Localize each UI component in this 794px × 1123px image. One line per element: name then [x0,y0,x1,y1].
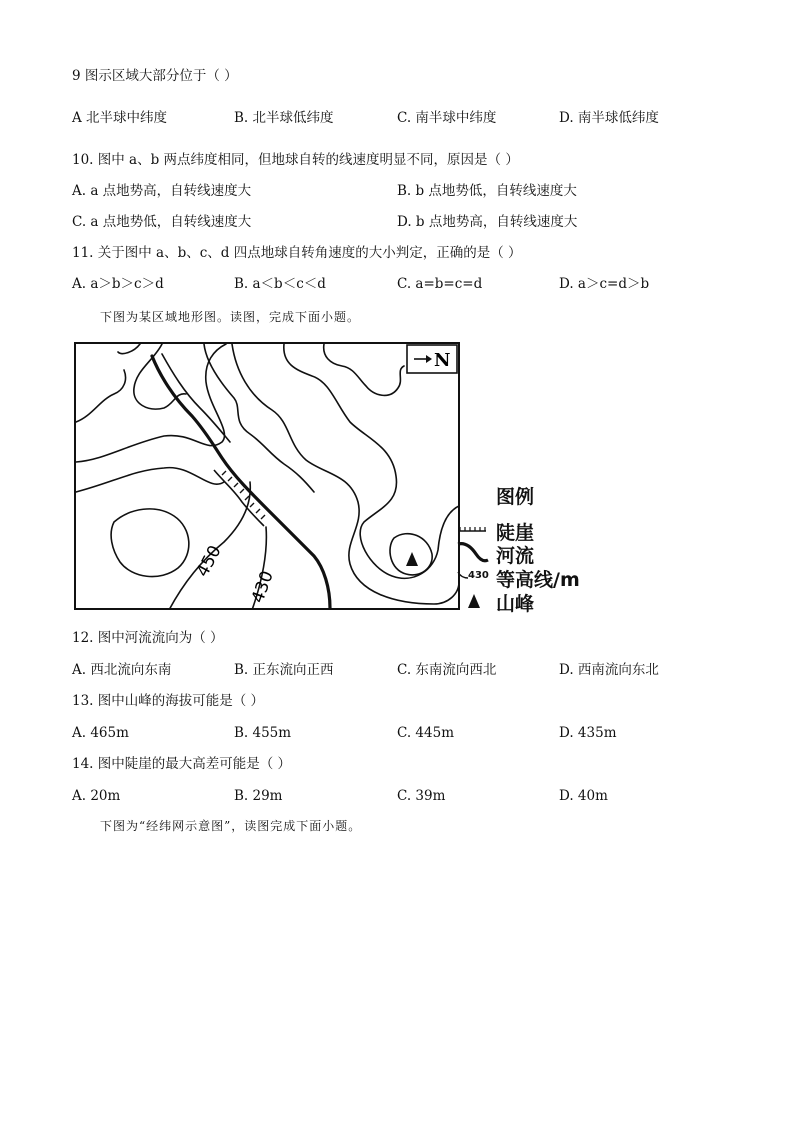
question-11-stem: 11. 关于图中 a、b、c、d 四点地球自转角速度的大小判定，正确的是（ ） [72,245,522,261]
option-c[interactable]: C. a 点地势低，自转线速度大 [72,214,252,230]
option-c[interactable]: C. 39m [397,788,446,804]
question-9-options [72,109,732,127]
option-c[interactable]: C. 南半球中纬度 [397,110,497,126]
option-b[interactable]: B. 北半球低纬度 [234,110,334,126]
option-d[interactable]: D. 南半球低纬度 [559,110,659,126]
legend-river: 河流 [496,545,535,567]
question-14-options [72,787,732,805]
option-a[interactable]: A 北半球中纬度 [72,110,168,126]
map-frame [75,343,459,609]
option-b[interactable]: B. 正东流向正西 [234,662,334,678]
option-a[interactable]: A. 20m [72,788,121,804]
option-b[interactable]: B. 29m [234,788,283,804]
question-13-stem: 13. 图中山峰的海拔可能是（ ） [72,693,265,709]
topographic-map [74,342,460,610]
option-a[interactable]: A. a 点地势高，自转线速度大 [72,183,252,199]
question-10-stem: 10. 图中 a、b 两点纬度相同，但地球自转的线速度明显不同，原因是（ ） [72,152,519,168]
question-12-stem: 12. 图中河流流向为（ ） [72,630,224,646]
question-10-options-row1 [72,182,732,200]
legend-cliff: 陡崖 [496,522,535,544]
legend-title: 图例 [496,486,535,508]
question-12-options [72,661,732,679]
section-intro-topographic: 下图为某区域地形图。读图，完成下面小题。 [100,310,361,324]
question-13-options [72,724,732,742]
option-a[interactable]: A. 西北流向东南 [72,662,172,678]
option-c[interactable]: C. a=b=c=d [397,276,483,292]
legend-peak: 山峰 [496,593,535,615]
option-c[interactable]: C. 445m [397,725,454,741]
option-d[interactable]: D. 435m [559,725,617,741]
option-d[interactable]: D. a＞c=d＞b [559,276,650,292]
option-a[interactable]: A. a＞b＞c＞d [72,276,164,292]
option-d[interactable]: D. 40m [559,788,608,804]
question-9-stem: 9 图示区域大部分位于（ ） [72,68,238,84]
legend-contour-sample: 430 [468,570,489,581]
option-b[interactable]: B. a＜b＜c＜d [234,276,326,292]
option-d[interactable]: D. 西南流向东北 [559,662,659,678]
legend-contour: 等高线/m [496,569,580,591]
river-symbol-icon [458,544,488,561]
question-14-stem: 14. 图中陡崖的最大高差可能是（ ） [72,756,292,772]
contour-label-430: 430 [247,568,278,606]
contour-symbol-icon [458,572,468,578]
contour-label-450: 450 [192,542,226,581]
section-intro-graticule: 下图为“经纬网示意图”，读图完成下面小题。 [100,819,362,833]
option-b[interactable]: B. 455m [234,725,292,741]
north-label: N [434,350,451,371]
option-a[interactable]: A. 465m [72,725,129,741]
peak-symbol-icon [468,594,480,608]
question-10-options-row2 [72,213,732,231]
option-d[interactable]: D. b 点地势高，自转线速度大 [397,214,578,230]
legend-symbols [456,520,492,610]
question-11-options [72,275,732,293]
option-b[interactable]: B. b 点地势低，自转线速度大 [397,183,577,199]
option-c[interactable]: C. 东南流向西北 [397,662,497,678]
